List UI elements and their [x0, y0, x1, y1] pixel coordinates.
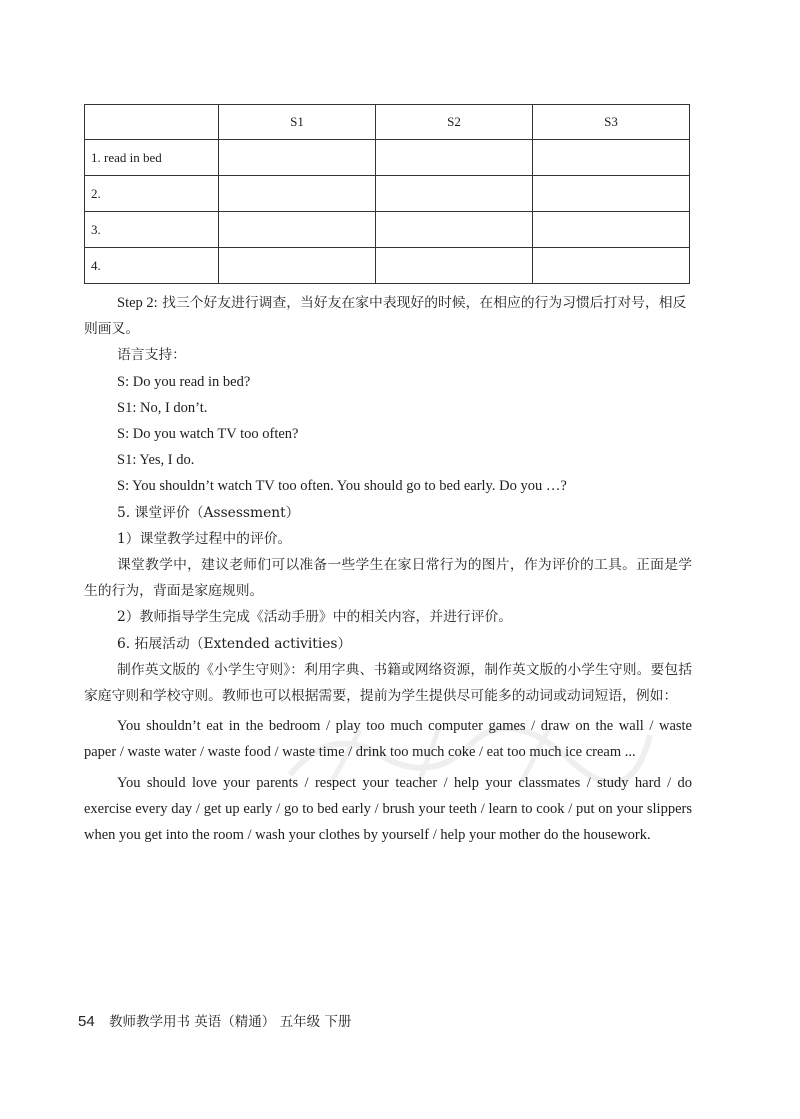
table-header-cell: [85, 105, 219, 140]
survey-cell: [219, 212, 376, 248]
survey-cell: [219, 176, 376, 212]
behavior-cell: 1. read in bed: [85, 140, 219, 176]
survey-cell: [533, 140, 690, 176]
table-header-cell: S3: [533, 105, 690, 140]
dialogue-line: S1: No, I don’t.: [117, 399, 208, 416]
table-header-row: [85, 105, 690, 140]
survey-cell: [533, 176, 690, 212]
section5-heading: 5. 课堂评价（Assessment）: [117, 504, 300, 521]
section6-intro: 制作英文版的《小学生守则》：利用字典、书籍或网络资源，制作英文版的小学生守则。要包括家庭守则和学校守则。教师也可以根据需要，提前为学生提供尽可能多的动词或动词短语，例如：: [84, 661, 692, 705]
table-row: [85, 212, 690, 248]
page-footer: [78, 1010, 351, 1030]
dialogue-line: S: Do you watch TV too often?: [117, 426, 299, 443]
dialogue-line: S1: Yes, I do.: [117, 452, 195, 469]
survey-cell: [376, 248, 533, 284]
shouldnt-examples: You shouldn’t eat in the bedroom / play too much computer games / draw on the wall / waste paper / waste water / waste food / waste time / drink too much coke / eat too much ice cream ...: [84, 718, 692, 761]
table-row: [85, 176, 690, 212]
step2-paragraph: [84, 290, 692, 342]
survey-cell: [376, 176, 533, 212]
table-row: [85, 140, 690, 176]
table-row: [85, 248, 690, 284]
behavior-cell: 2.: [85, 176, 219, 212]
table-header-cell: S1: [219, 105, 376, 140]
should-examples: You should love your parents / respect your teacher / help your classmates / study hard / do exercise every day / get up early / go to bed early / brush your teeth / learn to cook / put on your slippers when you get into the room / wash your clothes by yourself / help your mother do the housework.: [84, 774, 692, 844]
survey-cell: [533, 248, 690, 284]
language-support-heading: 语言支持：: [117, 347, 186, 364]
survey-cell: [219, 248, 376, 284]
survey-cell: [376, 140, 533, 176]
watermark-logo: [270, 715, 670, 795]
page-number: 54: [78, 1013, 95, 1030]
section6-heading: 6. 拓展活动（Extended activities）: [117, 635, 352, 652]
book-title: 教师教学用书 英语（精通） 五年级 下册: [108, 1014, 352, 1030]
section5-item2: 2）教师指导学生完成《活动手册》中的相关内容，并进行评价。: [117, 609, 513, 626]
survey-cell: [219, 140, 376, 176]
survey-table: [84, 104, 690, 284]
section5-item1-text: 课堂教学中，建议老师们可以准备一些学生在家日常行为的图片，作为评价的工具。正面是学生的行为，背面是家庭规则。: [84, 557, 692, 600]
survey-cell: [533, 212, 690, 248]
section5-item1-title: 1）课堂教学过程中的评价。: [117, 530, 292, 547]
dialogue-line: S: Do you read in bed?: [117, 373, 251, 390]
step2-label: Step 2:: [117, 295, 158, 311]
behavior-cell: 3.: [85, 212, 219, 248]
step2-text: 找三个好友进行调查，当好友在家中表现好的时候，在相应的行为习惯后打对号，相反则画叉。: [84, 295, 687, 338]
survey-cell: [376, 212, 533, 248]
dialogue-line: S: You shouldn’t watch TV too often. You should go to bed early. Do you …?: [117, 478, 567, 495]
table-header-cell: S2: [376, 105, 533, 140]
behavior-cell: 4.: [85, 248, 219, 284]
